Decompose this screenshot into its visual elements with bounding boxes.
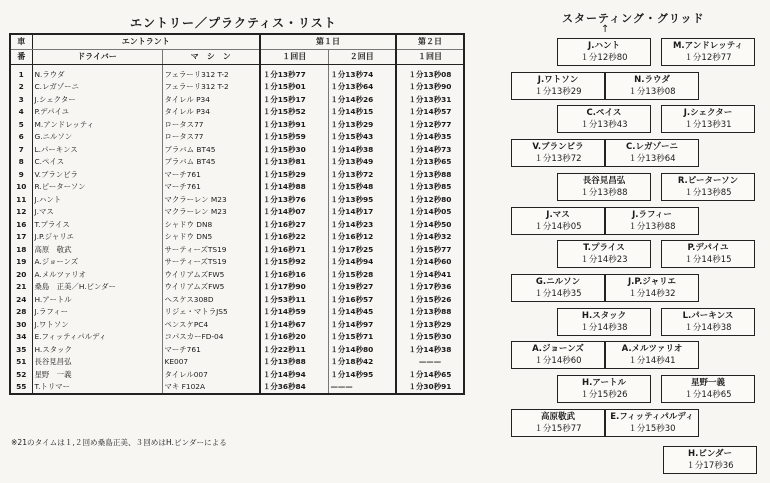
grid-time: １分13秒64 xyxy=(628,154,676,165)
table-row xyxy=(10,65,464,81)
machine-cell: マーチ761 xyxy=(162,168,260,181)
day2-header: 第２日 xyxy=(396,34,464,50)
day1-header: 第１日 xyxy=(260,34,396,50)
driver-cell: N.ラウダ xyxy=(32,65,162,81)
grid-slot xyxy=(605,409,699,437)
grid-slot xyxy=(511,207,605,235)
grid-slot xyxy=(661,105,755,133)
day1-session1-cell: １分13秒76 xyxy=(260,193,328,206)
driver-cell: C.ペイス xyxy=(32,156,162,169)
grid-slot xyxy=(511,139,605,167)
driver-cell: R.ピーターソン xyxy=(32,181,162,194)
grid-time: １分15秒77 xyxy=(534,423,582,434)
day1-session1-cell: １分16秒27 xyxy=(260,218,328,231)
driver-cell: 星野 一義 xyxy=(32,368,162,381)
driver-cell: J.ワトソン xyxy=(32,318,162,331)
day1-session1-cell: １分15秒29 xyxy=(260,168,328,181)
day2-session1-cell: １分13秒90 xyxy=(408,82,452,92)
grid-slot xyxy=(511,72,605,100)
driver-cell: C.レガゾーニ xyxy=(32,81,162,94)
day2-session1-cell: １分30秒91 xyxy=(408,382,452,392)
day2-session1-cell: １分14秒38 xyxy=(408,344,452,354)
grid-time: １分14秒65 xyxy=(684,390,732,400)
driver-cell: P.デパイユ xyxy=(32,106,162,119)
day2-session1-cell: １分14秒50 xyxy=(408,219,452,229)
day1-session1-cell: １分15秒30 xyxy=(260,143,328,156)
grid-slot xyxy=(605,139,699,167)
day1-session2-cell: １分14秒94 xyxy=(328,256,396,269)
grid-driver-name: A.メルツァリオ xyxy=(621,344,683,355)
driver-cell: H.アートル xyxy=(32,293,162,306)
day1-session1-cell: １分15秒59 xyxy=(260,131,328,144)
car-number-cell: 11 xyxy=(10,193,32,206)
day2-session1-cell: １分13秒85 xyxy=(408,182,452,192)
day1-session1-cell: １分13秒88 xyxy=(260,356,328,369)
grid-time: １分13秒88 xyxy=(628,221,676,232)
day1-session2-cell: １分14秒45 xyxy=(328,306,396,319)
grid-title: スターティング・グリッド xyxy=(562,12,705,25)
table-row xyxy=(10,156,464,169)
grid-driver-name: 長谷見昌弘 xyxy=(582,175,626,186)
day1-session1-cell: １分15秒01 xyxy=(260,81,328,94)
day2-session1-cell: １分14秒32 xyxy=(408,232,452,242)
driver-cell: 高原 敬武 xyxy=(32,243,162,256)
grid-slot xyxy=(557,240,651,268)
machine-cell: マーチ761 xyxy=(162,343,260,356)
machine-cell: シャドウ DN5 xyxy=(162,231,260,244)
table-row xyxy=(10,343,464,356)
grid-time: １分13秒43 xyxy=(580,120,628,131)
machine-cell: タイレル P34 xyxy=(162,93,260,106)
table-row xyxy=(10,293,464,306)
day1-session2-cell: １分14秒26 xyxy=(328,93,396,106)
day1-session1-cell: １分22秒11 xyxy=(260,343,328,356)
table-row xyxy=(10,231,464,244)
grid-slot xyxy=(605,274,699,302)
table-row xyxy=(10,368,464,381)
day2-session1-cell: １分13秒31 xyxy=(408,94,452,104)
grid-driver-name: L.パーキンス xyxy=(682,310,734,321)
driver-cell: E.フィッティパルディ xyxy=(32,331,162,344)
machine-cell: マキ F102A xyxy=(162,381,260,395)
day1-session1-cell: １分16秒16 xyxy=(260,268,328,281)
machine-cell: コパスカーFD-04 xyxy=(162,331,260,344)
grid-driver-name: C.レガゾーニ xyxy=(626,142,678,153)
car-number-header-bottom: 番 xyxy=(10,50,32,65)
day1-session1-cell: １分13秒77 xyxy=(260,65,328,81)
day1-session2-cell: １分13秒72 xyxy=(328,168,396,181)
day1-session2-cell: １分13秒49 xyxy=(328,156,396,169)
table-row xyxy=(10,143,464,156)
day2-session1-cell: １分13秒65 xyxy=(408,157,452,167)
machine-cell: フェラーリ312 T-2 xyxy=(162,65,260,81)
grid-time: １分14秒32 xyxy=(628,288,676,299)
table-row xyxy=(10,93,464,106)
grid-driver-name: R.ピーターソン xyxy=(677,175,739,186)
footnote: ※21のタイムは１,２回め桑島正美、３回めはH.ビンダーによる xyxy=(11,438,227,447)
day1-session1-cell: １分14秒88 xyxy=(260,181,328,194)
machine-cell: ブラバム BT45 xyxy=(162,143,260,156)
grid-time: １分13秒29 xyxy=(534,86,582,97)
day1-session2-cell: １分15秒28 xyxy=(328,268,396,281)
car-number-cell: 4 xyxy=(10,106,32,119)
day1-session1-cell: １分14秒07 xyxy=(260,206,328,219)
machine-cell: サーティーズTS19 xyxy=(162,243,260,256)
driver-cell: M.アンドレッティ xyxy=(32,118,162,131)
day2-session1-cell: １分12秒80 xyxy=(408,194,452,204)
day2-session1-cell: １分13秒88 xyxy=(408,169,452,179)
up-arrow-icon: ↑ xyxy=(601,24,610,35)
grid-driver-name: C.ペイス xyxy=(586,108,622,119)
grid-time: １分12秒77 xyxy=(684,53,732,63)
grid-time: １分12秒80 xyxy=(580,53,628,63)
car-number-cell: 9 xyxy=(10,168,32,181)
day1-session2-cell: １分13秒29 xyxy=(328,118,396,131)
driver-cell: G.ニルソン xyxy=(32,131,162,144)
grid-time: １分13秒72 xyxy=(534,154,582,165)
day2-session1-cell: １分15秒77 xyxy=(408,244,452,254)
day1-session1-cell: １分15秒17 xyxy=(260,93,328,106)
driver-cell: H.スタック xyxy=(32,343,162,356)
table-row xyxy=(10,268,464,281)
grid-driver-name: N.ラウダ xyxy=(634,74,670,85)
table-row xyxy=(10,306,464,319)
machine-cell: KE007 xyxy=(162,356,260,369)
day1-session1-cell: １分36秒84 xyxy=(260,381,328,395)
grid-time: １分14秒35 xyxy=(534,288,582,299)
grid-driver-name: J.ワトソン xyxy=(537,74,579,85)
day1-session2-cell: １分14秒17 xyxy=(328,206,396,219)
day2-session1-cell: １分15秒26 xyxy=(408,294,452,304)
car-number-cell: 18 xyxy=(10,243,32,256)
grid-time: １分15秒26 xyxy=(580,390,628,400)
day1-session2-cell: １分13秒64 xyxy=(328,81,396,94)
grid-slot xyxy=(557,38,651,66)
entrant-header: エントラント xyxy=(32,34,260,50)
day2-session1-cell: １分14秒65 xyxy=(408,369,452,379)
grid-driver-name: P.デパイユ xyxy=(687,243,729,254)
page-title: エントリー／プラクティス・リスト xyxy=(130,16,337,30)
grid-driver-name: H.スタック xyxy=(581,310,627,321)
grid-slot xyxy=(661,173,755,201)
grid-driver-name: H.アートル xyxy=(581,378,627,388)
grid-driver-name: 星野一義 xyxy=(690,378,725,388)
day1-session2-cell: １分18秒42 xyxy=(328,356,396,369)
day1-session1-cell: １分14秒94 xyxy=(260,368,328,381)
driver-header: ドライバー xyxy=(32,50,162,65)
machine-cell: ペンスケPC4 xyxy=(162,318,260,331)
day1-session2-cell: １分13秒74 xyxy=(328,65,396,81)
day2-session1-cell: １分12秒77 xyxy=(408,119,452,129)
grid-driver-name: H.ビンダー xyxy=(687,449,732,459)
car-number-cell: 8 xyxy=(10,156,32,169)
day1-session1-cell: １分15秒52 xyxy=(260,106,328,119)
grid-time: １分14秒60 xyxy=(534,356,582,367)
table-row xyxy=(10,356,464,369)
machine-cell: サーティーズTS19 xyxy=(162,256,260,269)
grid-time: １分14秒38 xyxy=(684,322,732,333)
day1-session2-cell: １分14秒95 xyxy=(328,368,396,381)
day1-session1-header: １回目 xyxy=(260,50,328,65)
driver-cell: A.メルツァリオ xyxy=(32,268,162,281)
grid-time: １分13秒31 xyxy=(684,120,732,131)
car-number-cell: 5 xyxy=(10,118,32,131)
car-number-cell: 10 xyxy=(10,181,32,194)
day1-session2-cell: １分14秒15 xyxy=(328,106,396,119)
grid-slot xyxy=(557,375,651,403)
machine-cell: ブラバム BT45 xyxy=(162,156,260,169)
table-row xyxy=(10,168,464,181)
day2-session1-cell: １分13秒08 xyxy=(408,69,452,79)
machine-cell: シャドウ DN8 xyxy=(162,218,260,231)
driver-cell: J.P.ジャリエ xyxy=(32,231,162,244)
day1-session2-cell: ——— xyxy=(328,381,396,395)
grid-slot xyxy=(557,308,651,336)
table-row xyxy=(10,256,464,269)
day1-session1-cell: １分17秒90 xyxy=(260,281,328,294)
table-row xyxy=(10,193,464,206)
table-row xyxy=(10,181,464,194)
car-number-cell: 16 xyxy=(10,218,32,231)
machine-cell: タイレル P34 xyxy=(162,106,260,119)
table-row xyxy=(10,118,464,131)
day1-session2-cell: １分13秒95 xyxy=(328,193,396,206)
car-number-cell: 52 xyxy=(10,368,32,381)
car-number-cell: 1 xyxy=(10,65,32,81)
day1-session1-cell: １分13秒81 xyxy=(260,156,328,169)
machine-header: マ シ ン xyxy=(162,50,260,65)
day1-session2-cell: １分15秒71 xyxy=(328,331,396,344)
machine-cell: マーチ761 xyxy=(162,181,260,194)
day2-session1-cell: １分14秒35 xyxy=(408,132,452,142)
day1-session1-cell: １分16秒22 xyxy=(260,231,328,244)
grid-slot xyxy=(661,240,755,268)
car-number-cell: 19 xyxy=(10,256,32,269)
grid-slot xyxy=(557,173,651,201)
grid-time: １分14秒38 xyxy=(580,322,628,333)
grid-driver-name: J.P.ジャリエ xyxy=(628,276,676,287)
grid-driver-name: M.アンドレッティ xyxy=(672,41,744,51)
grid-slot xyxy=(605,72,699,100)
grid-slot xyxy=(663,446,757,474)
car-number-cell: 2 xyxy=(10,81,32,94)
grid-slot xyxy=(511,409,605,437)
driver-cell: T.トリマー xyxy=(32,381,162,395)
driver-cell: 桑島 正美／H.ビンダー xyxy=(32,281,162,294)
table-row xyxy=(10,206,464,219)
day2-session1-cell: １分17秒36 xyxy=(408,282,452,292)
car-number-cell: 55 xyxy=(10,381,32,395)
day1-session1-cell: １分14秒67 xyxy=(260,318,328,331)
car-number-cell: 17 xyxy=(10,231,32,244)
grid-slot xyxy=(605,341,699,369)
car-number-cell: 12 xyxy=(10,206,32,219)
day1-session2-cell: １分16秒57 xyxy=(328,293,396,306)
grid-time: １分13秒88 xyxy=(580,187,628,198)
grid-slot xyxy=(605,207,699,235)
driver-cell: 長谷見昌弘 xyxy=(32,356,162,369)
car-number-cell: 30 xyxy=(10,318,32,331)
table-row xyxy=(10,81,464,94)
grid-slot xyxy=(511,274,605,302)
driver-cell: J.マス xyxy=(32,206,162,219)
table-row xyxy=(10,281,464,294)
day1-session2-cell: １分14秒80 xyxy=(328,343,396,356)
day1-session1-cell: １分16秒71 xyxy=(260,243,328,256)
grid-time: １分13秒08 xyxy=(628,86,676,97)
car-number-cell: 3 xyxy=(10,93,32,106)
grid-time: １分14秒05 xyxy=(534,221,582,232)
driver-cell: A.ジョーンズ xyxy=(32,256,162,269)
grid-driver-name: T.プライス xyxy=(583,243,625,254)
day1-session1-cell: １分15秒92 xyxy=(260,256,328,269)
car-number-header-top: 車 xyxy=(10,34,32,50)
car-number-cell: 51 xyxy=(10,356,32,369)
grid-time: １分17秒36 xyxy=(686,461,734,471)
machine-cell: リジェ・マトラJS5 xyxy=(162,306,260,319)
grid-driver-name: E.フィッティパルディ xyxy=(610,411,694,422)
grid-driver-name: J.マス xyxy=(546,209,570,220)
car-number-cell: 7 xyxy=(10,143,32,156)
day2-session1-header: １回目 xyxy=(396,50,464,65)
table-row xyxy=(10,381,464,395)
driver-cell: V.ブランビラ xyxy=(32,168,162,181)
grid-driver-name: G.ニルソン xyxy=(535,276,581,287)
table-row xyxy=(10,243,464,256)
table-row xyxy=(10,218,464,231)
grid-time: １分14秒23 xyxy=(580,255,628,266)
day1-session2-cell: １分14秒38 xyxy=(328,143,396,156)
grid-driver-name: J.シェクター xyxy=(683,108,733,119)
machine-cell: ヘスケス308D xyxy=(162,293,260,306)
grid-slot xyxy=(661,375,755,403)
day2-session1-cell: １分14秒73 xyxy=(408,144,452,154)
grid-driver-name: A.ジョーンズ xyxy=(532,344,584,355)
grid-time: １分13秒85 xyxy=(684,187,732,198)
driver-cell: J.ラフィー xyxy=(32,306,162,319)
day2-session1-cell: １分14秒60 xyxy=(408,257,452,267)
table-row xyxy=(10,131,464,144)
day1-session2-cell: １分17秒25 xyxy=(328,243,396,256)
grid-driver-name: V.ブランビラ xyxy=(532,142,584,153)
day1-session2-cell: １分19秒27 xyxy=(328,281,396,294)
grid-driver-name: J.ハント xyxy=(588,41,620,51)
car-number-cell: 24 xyxy=(10,293,32,306)
day1-session1-cell: １分13秒91 xyxy=(260,118,328,131)
grid-slot xyxy=(511,341,605,369)
car-number-cell: 28 xyxy=(10,306,32,319)
day1-session1-cell: １分14秒59 xyxy=(260,306,328,319)
entry-practice-table xyxy=(9,33,465,395)
day1-session2-cell: １分16秒12 xyxy=(328,231,396,244)
day1-session2-header: ２回目 xyxy=(328,50,396,65)
car-number-cell: 21 xyxy=(10,281,32,294)
car-number-cell: 35 xyxy=(10,343,32,356)
day1-session2-cell: １分14秒97 xyxy=(328,318,396,331)
machine-cell: マクラーレン M23 xyxy=(162,193,260,206)
driver-cell: L.パーキンス xyxy=(32,143,162,156)
table-row xyxy=(10,331,464,344)
grid-time: １分14秒41 xyxy=(628,356,676,367)
machine-cell: タイレル007 xyxy=(162,368,260,381)
driver-cell: J.シェクター xyxy=(32,93,162,106)
machine-cell: ウイリアムズFW5 xyxy=(162,281,260,294)
machine-cell: マクラーレン M23 xyxy=(162,206,260,219)
day1-session2-cell: １分15秒43 xyxy=(328,131,396,144)
day1-session2-cell: １分15秒48 xyxy=(328,181,396,194)
day2-session1-cell: １分14秒05 xyxy=(408,207,452,217)
table-row xyxy=(10,318,464,331)
grid-slot xyxy=(557,105,651,133)
grid-driver-name: J.ラフィー xyxy=(632,209,672,220)
car-number-cell: 6 xyxy=(10,131,32,144)
day1-session1-cell: １分16秒20 xyxy=(260,331,328,344)
car-number-cell: 20 xyxy=(10,268,32,281)
day1-session2-cell: １分14秒23 xyxy=(328,218,396,231)
driver-cell: J.ハント xyxy=(32,193,162,206)
day2-session1-cell: ——— xyxy=(418,357,442,367)
day2-session1-cell: １分14秒41 xyxy=(408,269,452,279)
day2-session1-cell: １分15秒30 xyxy=(408,332,452,342)
driver-cell: T.プライス xyxy=(32,218,162,231)
table-row xyxy=(10,106,464,119)
car-number-cell: 34 xyxy=(10,331,32,344)
grid-driver-name: 高原敬武 xyxy=(540,411,575,422)
day2-session1-cell: １分13秒29 xyxy=(408,319,452,329)
grid-slot xyxy=(661,308,755,336)
day1-session1-cell: １分53秒11 xyxy=(260,293,328,306)
grid-time: １分14秒15 xyxy=(684,255,732,266)
day2-session1-cell: １分14秒57 xyxy=(408,107,452,117)
machine-cell: フェラーリ312 T-2 xyxy=(162,81,260,94)
machine-cell: ロータス77 xyxy=(162,131,260,144)
grid-time: １分15秒30 xyxy=(628,423,676,434)
machine-cell: ロータス77 xyxy=(162,118,260,131)
grid-slot xyxy=(661,38,755,66)
machine-cell: ウイリアムズFW5 xyxy=(162,268,260,281)
day2-session1-cell: １分13秒88 xyxy=(408,307,452,317)
